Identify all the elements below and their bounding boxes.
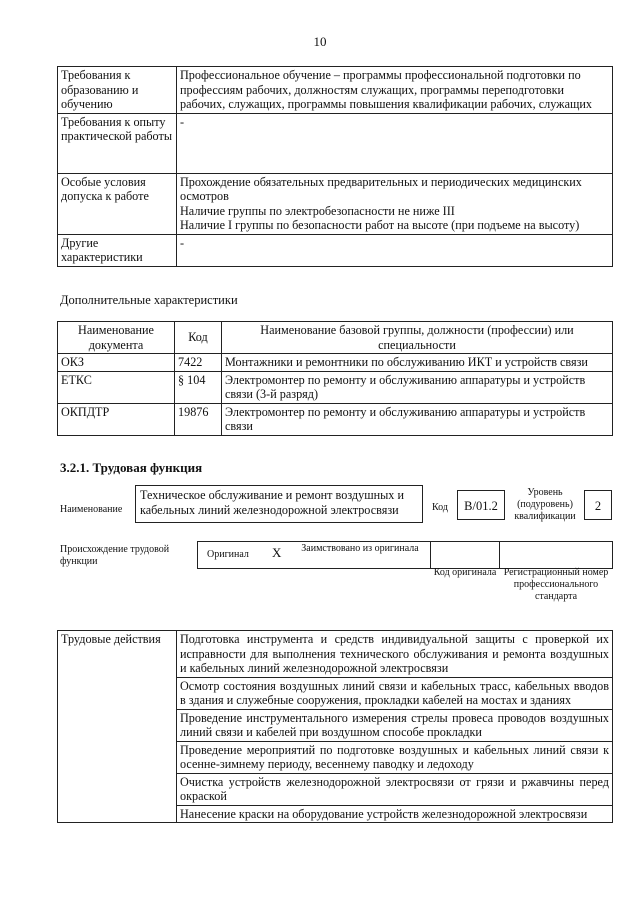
labor-action-item: Очистка устройств железнодорожной электросвязи от грязи и ржавчины перед окраской (177, 773, 613, 805)
row-value: - (177, 234, 613, 266)
table-row (58, 173, 613, 234)
additional-characteristics-title: Дополнительные характеристики (60, 293, 238, 307)
labor-actions-label: Трудовые действия (58, 631, 177, 823)
level-value: 2 (594, 499, 602, 513)
table-cell: Электромонтер по ремонту и обслуживанию аппаратуры и устройств связи (222, 403, 613, 435)
requirements-table (57, 66, 613, 267)
table-cell: ОКПДТР (58, 403, 175, 435)
level-label: Уровень (подуровень) квалификации (514, 487, 576, 522)
table-row (58, 371, 613, 403)
code-original-caption: Код оригинала (433, 567, 497, 578)
function-name: Техническое обслуживание и ремонт воздушных и кабельных линий железнодорожной электросвязи (140, 488, 404, 517)
function-name-box (135, 485, 423, 523)
column-header: Наименование документа (58, 322, 175, 354)
row-label: Другие характеристики (58, 234, 177, 266)
labor-action-item: Проведение мероприятий по подготовке воздушных и кабельных линий связи к осенне-зимнему периоду, весеннему паводку и ледоходу (177, 741, 613, 773)
page-number: 10 (313, 34, 327, 49)
table-row (58, 631, 613, 678)
table-cell: § 104 (175, 371, 222, 403)
name-label: Наименование (60, 504, 123, 515)
labor-action-item: Осмотр состояния воздушных линий связи и кабельных трасс, кабельных вводов в здания и служебные сооружения, прокладки кабелей на мостах и зданиях (177, 677, 613, 709)
original-label: Оригинал (207, 549, 249, 560)
labor-action-item: Подготовка инструмента и средств индивидуальной защиты с проверкой их исправности для выполнения технического обслуживания и ремонта воздушных и кабельных линий железнодорожной электросвязи (177, 631, 613, 678)
labor-action-item: Проведение инструментального измерения стрелы провеса проводов воздушных линий связи и кабелей при воздушном способе прокладки (177, 709, 613, 741)
row-value: Профессиональное обучение – программы профессиональной подготовки по профессиям рабочих, должностям служащих, программы переподготовки рабочих, служащих, программы повышения квалификации рабочих, служащих (177, 67, 613, 114)
function-code: В/01.2 (464, 499, 498, 513)
table-cell: 19876 (175, 403, 222, 435)
additional-characteristics-table (57, 321, 613, 436)
table-cell: Электромонтер по ремонту и обслуживанию аппаратуры и устройств связи (3-й разряд) (222, 371, 613, 403)
level-box (584, 490, 612, 520)
row-label: Особые условия допуска к работе (58, 173, 177, 234)
registration-number-caption: Регистрационный номер профессионального стандарта (503, 567, 609, 602)
table-row (58, 234, 613, 266)
table-header-row (58, 322, 613, 354)
function-code-box (457, 490, 505, 520)
origin-label: Происхождение трудовой функции (60, 544, 170, 567)
table-row (58, 67, 613, 114)
row-value: Прохождение обязательных предварительных и периодических медицинских осмотров Наличие группы по электробезопасности не ниже III Наличие I группы по безопасности работ на высоте (при подъеме на высоту) (177, 173, 613, 234)
original-mark: X (272, 545, 282, 560)
table-row (58, 354, 613, 372)
table-row (58, 403, 613, 435)
labor-actions-table (57, 630, 613, 823)
table-cell: ЕТКС (58, 371, 175, 403)
labor-action-item: Нанесение краски на оборудование устройств железнодорожной электросвязи (177, 805, 613, 823)
row-label: Требования к опыту практической работы (58, 113, 177, 173)
section-title: 3.2.1. Трудовая функция (60, 460, 203, 475)
table-cell: ОКЗ (58, 354, 175, 372)
column-header: Наименование базовой группы, должности (профессии) или специальности (222, 322, 613, 354)
code-label: Код (432, 502, 448, 513)
table-cell: Монтажники и ремонтники по обслуживанию ИКТ и устройств связи (222, 354, 613, 372)
table-row (58, 113, 613, 173)
row-value: - (177, 113, 613, 173)
borrowed-label: Заимствовано из оригинала (301, 543, 419, 554)
column-header: Код (175, 322, 222, 354)
row-label: Требования к образованию и обучению (58, 67, 177, 114)
table-cell: 7422 (175, 354, 222, 372)
